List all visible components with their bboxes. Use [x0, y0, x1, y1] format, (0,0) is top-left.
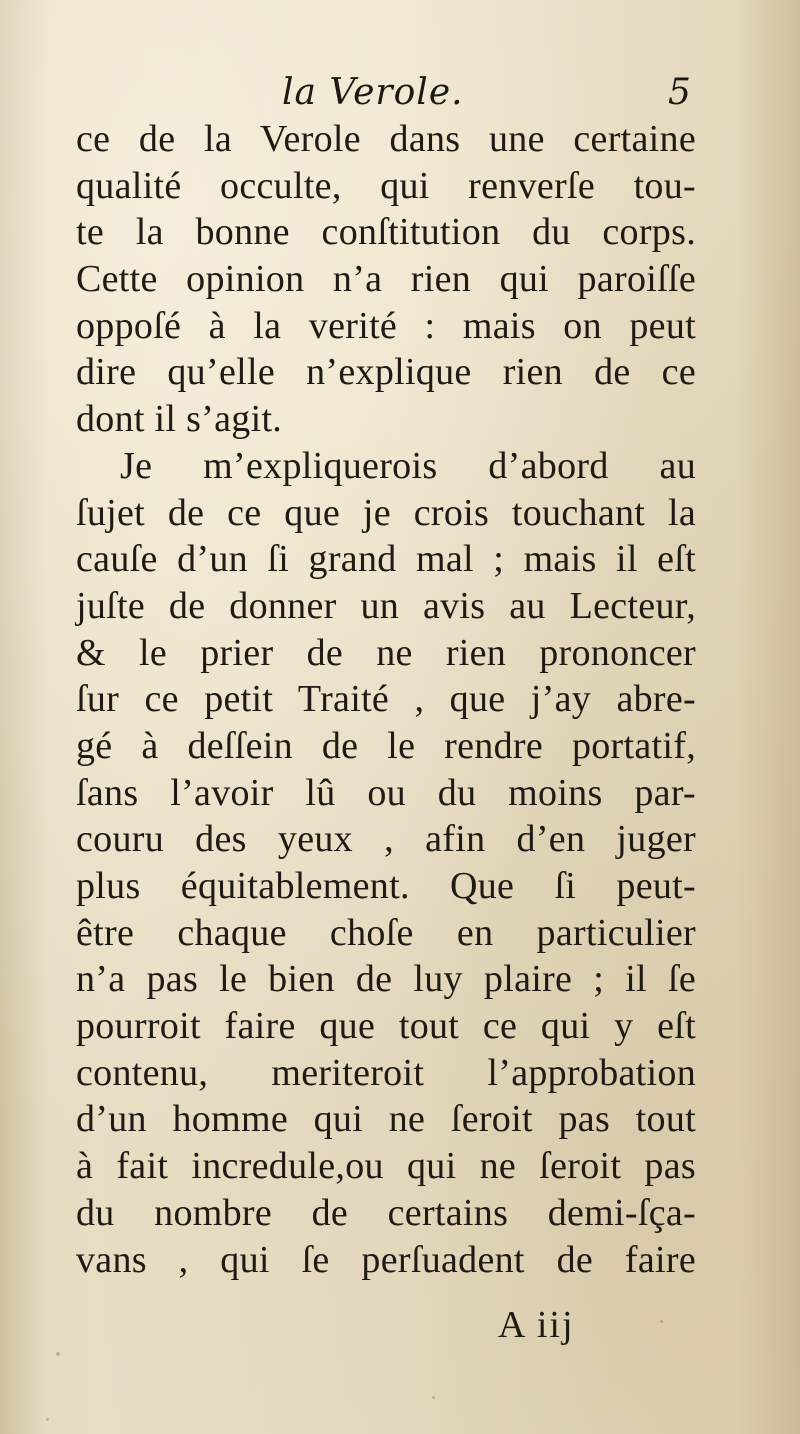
- text-line: contenu, meriteroit l’approbation: [76, 1051, 696, 1094]
- paper-spot: [660, 1320, 663, 1323]
- text-line: du nombre de certains demi-ſça-: [76, 1191, 696, 1234]
- text-line: juſte de donner un avis au Lecteur,: [76, 584, 696, 627]
- page-number: 5: [668, 72, 691, 113]
- text-line: cauſe d’un ſi grand mal ; mais il eſt: [76, 538, 696, 581]
- text-line: pourroit faire que tout ce qui y eſt: [76, 1005, 696, 1048]
- text-line: dont il s’agit.: [76, 398, 283, 441]
- paper-spot: [56, 1352, 60, 1356]
- text-line: oppoſé à la verité : mais on peut: [76, 304, 696, 347]
- paper-spot: [432, 1396, 435, 1399]
- text-line: & le prier de ne rien prononcer: [76, 631, 696, 674]
- body-text: [76, 116, 696, 1283]
- text-line: plus équitablement. Que ſi peut-: [76, 865, 696, 907]
- text-line: vans , qui ſe perſuadent de faire: [76, 1238, 696, 1281]
- text-line: ſujet de ce que je crois touchant la: [76, 491, 696, 534]
- text-line: Je m’expliquerois d’abord au: [120, 444, 696, 487]
- text-line: Cette opinion n’a rien qui paroiſſe: [76, 258, 696, 301]
- text-line: ce de la Verole dans une certaine: [76, 118, 696, 160]
- text-line: qualité occulte, qui renverſe tou-: [76, 164, 696, 207]
- text-line: être chaque choſe en particulier: [76, 911, 696, 954]
- text-line: ſans l’avoir lû ou du moins par-: [76, 771, 696, 814]
- text-line: ſur ce petit Traité , que j’ay abre-: [76, 678, 696, 721]
- signature-mark: A iij: [498, 1304, 575, 1346]
- text-line: te la bonne conſtitution du corps.: [76, 211, 696, 254]
- text-line: n’a pas le bien de luy plaire ; il ſe: [76, 958, 696, 1001]
- text-line: d’un homme qui ne ſeroit pas tout: [76, 1098, 696, 1141]
- text-line: couru des yeux , afin d’en juger: [76, 818, 696, 861]
- text-line: dire qu’elle n’explique rien de ce: [76, 351, 696, 394]
- page-header: [0, 68, 800, 118]
- text-line: à fait incredule,ou qui ne ſeroit pas: [76, 1145, 696, 1188]
- paper-spot: [46, 1418, 49, 1421]
- text-line: gé à deſſein de le rendre portatif,: [76, 724, 696, 767]
- running-title: la Verole.: [282, 72, 464, 113]
